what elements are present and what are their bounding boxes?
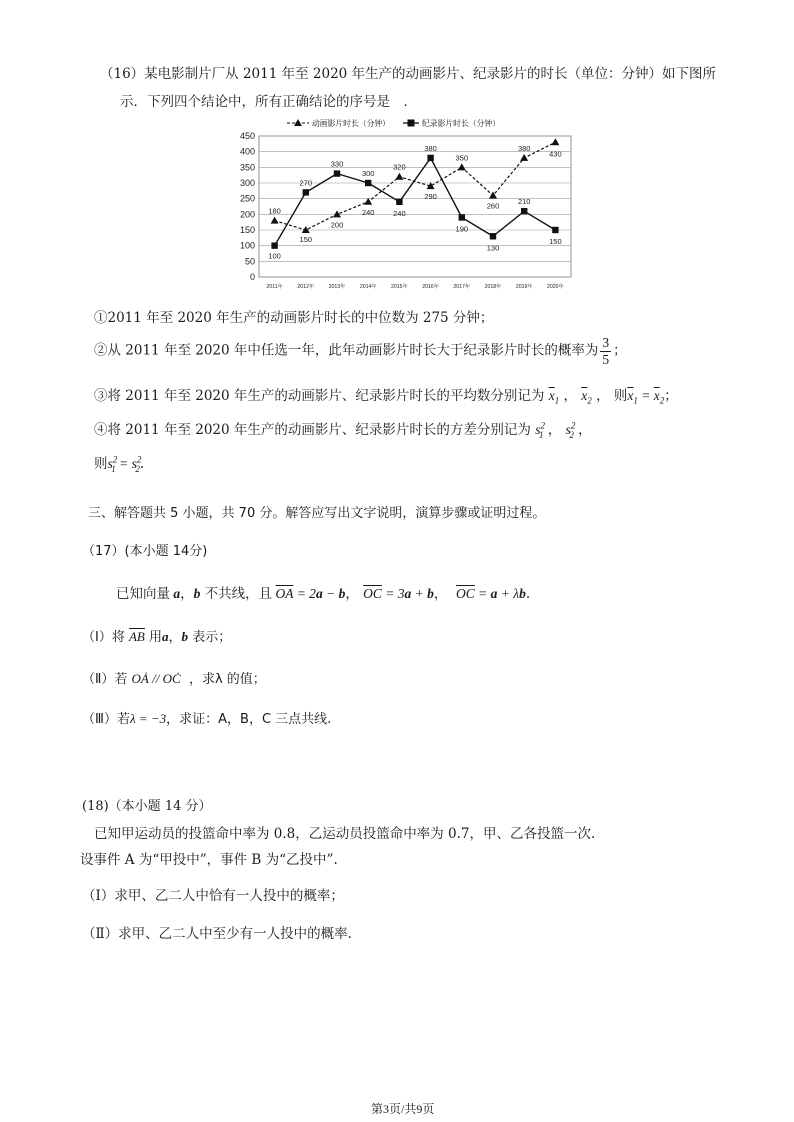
square-marker bbox=[396, 199, 402, 205]
y-tick-label: 100 bbox=[239, 240, 255, 251]
q17-part2-text: （Ⅱ）若 bbox=[82, 672, 128, 687]
statement-3-then: 则 bbox=[613, 388, 628, 404]
statement-4-conclusion: 则$s^2_1 = s^2_2$. bbox=[94, 454, 145, 474]
triangle-marker bbox=[551, 138, 559, 145]
chart-series bbox=[268, 138, 561, 260]
triangle-marker bbox=[271, 217, 279, 224]
x-tick-label: 2014年 bbox=[359, 284, 377, 290]
vector-oa: $\overline{OA} = 2a - b$ bbox=[275, 586, 346, 601]
data-label-documentary: 240 bbox=[393, 208, 406, 218]
y-tick-label: 350 bbox=[239, 162, 255, 173]
data-label-documentary: 130 bbox=[486, 243, 500, 253]
q18-part2: （Ⅱ）求甲、乙二人中至少有一人投中的概率. bbox=[82, 926, 352, 942]
data-label-animation: 290 bbox=[424, 192, 437, 202]
legend-label-animation: 动画影片时长（分钟） bbox=[312, 119, 390, 128]
data-label-animation: 240 bbox=[361, 207, 375, 217]
x-tick-label: 2018年 bbox=[484, 284, 502, 290]
square-marker bbox=[303, 189, 309, 195]
q17-intro-text: 已知向量 bbox=[116, 586, 170, 602]
data-label-animation: 200 bbox=[330, 220, 344, 230]
legend-square-marker bbox=[408, 120, 415, 127]
variance-s1: $s^2_1$ bbox=[535, 420, 545, 440]
q17-part1-mid: 用 bbox=[149, 630, 163, 645]
x-tick-label: 2017年 bbox=[453, 284, 471, 290]
statement-4-then: 则 bbox=[94, 456, 108, 472]
triangle-marker bbox=[458, 163, 466, 170]
x-tick-label: 2012年 bbox=[297, 284, 315, 290]
data-label-animation: 150 bbox=[299, 235, 313, 244]
y-tick-label: 450 bbox=[239, 131, 255, 141]
vector-a-b: a bbox=[170, 586, 181, 601]
q17-heading: （17）(本小题 14分) bbox=[82, 544, 208, 559]
y-tick-label: 300 bbox=[239, 178, 255, 188]
q18-line2: 设事件 A 为“甲投中”，事件 B 为“乙投中”. bbox=[80, 852, 338, 868]
y-tick-label: 150 bbox=[239, 225, 255, 235]
q16-line1: （16）某电影制片厂从 2011 年至 2020 年生产的动画影片、纪录影片的时长（单位：分钟）如下图所 bbox=[100, 66, 717, 82]
statement-2-end: ； bbox=[613, 342, 627, 359]
statement-4-text: ④将 2011 年至 2020 年生产的动画影片、纪录影片时长的方差分别记为 bbox=[94, 422, 531, 438]
parallel-condition: OȦ // OĊ bbox=[131, 671, 181, 686]
square-marker bbox=[427, 155, 433, 161]
statement-4: ④将 2011 年至 2020 年生产的动画影片、纪录影片时长的方差分别记为 $s^2_1$ ， $s^2_2$ ， bbox=[94, 420, 592, 440]
square-marker bbox=[365, 180, 371, 186]
x-tick-label: 2020年 bbox=[547, 284, 564, 290]
y-axis bbox=[240, 131, 255, 282]
y-tick-label: 250 bbox=[239, 193, 255, 204]
data-label-animation: 320 bbox=[393, 162, 406, 172]
square-marker bbox=[334, 170, 340, 176]
x-tick-label: 2016年 bbox=[422, 284, 439, 290]
series-line-documentary bbox=[275, 158, 556, 246]
data-label-documentary: 150 bbox=[549, 237, 562, 246]
data-label-animation: 350 bbox=[455, 153, 469, 163]
q18-heading: (18)（本小题 14 分） bbox=[82, 799, 212, 814]
square-marker bbox=[521, 208, 527, 214]
x-axis bbox=[266, 282, 563, 290]
square-marker bbox=[490, 233, 496, 239]
y-tick-label: 50 bbox=[244, 256, 255, 267]
q17-part3-text: （Ⅲ）若 bbox=[82, 712, 130, 727]
x-tick-label: 2019年 bbox=[515, 284, 533, 290]
q17-part2-end: ，求λ 的值； bbox=[188, 672, 266, 687]
chart-legend bbox=[287, 118, 500, 128]
data-label-documentary: 380 bbox=[424, 143, 437, 153]
x-tick-label: 2013年 bbox=[328, 284, 346, 290]
fraction-three-fifths bbox=[600, 336, 611, 366]
q17-part3 bbox=[82, 708, 331, 727]
data-label-documentary: 190 bbox=[455, 224, 469, 234]
fraction-denominator: 5 bbox=[602, 351, 610, 367]
statement-3: ③将 2011 年至 2020 年生产的动画影片、纪录影片时长的平均数分别记为 $\overline{x}_1$ ， $\overline{x}_2$ ， 则$\overline{x}_1 = \overline{x}_2$； bbox=[94, 388, 678, 406]
data-label-animation: 180 bbox=[268, 206, 281, 216]
y-tick-label: 400 bbox=[239, 146, 255, 157]
x-tick-label: 2015年 bbox=[391, 284, 408, 290]
q17-part3-end: ，求证：A，B，C 三点共线. bbox=[166, 712, 332, 727]
legend-triangle-marker bbox=[294, 119, 302, 126]
mean-equation: $\overline{x}_1 = \overline{x}_2$ bbox=[627, 388, 665, 406]
vector-oc-2: $\overline{OC} = a + \lambda b$ bbox=[455, 586, 526, 601]
vector-oc-1: $\overline{OC} = 3a + b$ bbox=[363, 586, 434, 601]
q17-intro: 已知向量 a，b 不共线，且 $\overline{OA} = 2a - b$， $\overline{OC} = 3a + b$， $\overline{OC} = a + \lambda b$. bbox=[116, 586, 531, 602]
square-marker bbox=[552, 227, 558, 233]
q17-part1: （Ⅰ）将 $\overline{AB}$ 用a，b 表示； bbox=[82, 629, 232, 645]
q18-line1: 已知甲运动员的投篮命中率为 0.8，乙运动员投篮命中率为 0.7，甲、乙各投篮一次. bbox=[94, 826, 596, 842]
section-3-heading: 三、解答题共 5 小题，共 70 分。解答应写出文字说明，演算步骤或证明过程。 bbox=[88, 506, 546, 521]
statement-2-text: ②从 2011 年至 2020 年中任选一年，此年动画影片时长大于纪录影片时长的概率为 bbox=[94, 342, 599, 359]
data-label-animation: 430 bbox=[549, 149, 562, 159]
vector-ab: $\overline{AB}$ bbox=[128, 629, 145, 644]
lambda-value: λ = −3 bbox=[129, 711, 167, 726]
data-label-animation: 260 bbox=[486, 201, 500, 211]
variance-s2: $s^2_2$ bbox=[565, 420, 576, 440]
square-marker bbox=[271, 242, 277, 248]
q16-line2: 示．下列四个结论中，所有正确结论的序号是 ． bbox=[120, 94, 417, 110]
statement-3-text: ③将 2011 年至 2020 年生产的动画影片、纪录影片时长的平均数分别记为 bbox=[94, 388, 545, 404]
data-label-animation: 380 bbox=[517, 143, 531, 153]
data-label-documentary: 300 bbox=[361, 169, 375, 178]
q17-intro-mid: 不共线，且 bbox=[204, 586, 273, 602]
data-label-documentary: 270 bbox=[299, 178, 313, 188]
q17-part1-text: （Ⅰ）将 bbox=[82, 630, 125, 645]
mean-x2: $\overline{x}_2$ bbox=[581, 388, 592, 406]
q17-part1-end: 表示； bbox=[192, 630, 232, 645]
data-label-documentary: 100 bbox=[268, 251, 281, 261]
legend-label-documentary: 纪录影片时长（分钟） bbox=[422, 119, 500, 128]
square-marker bbox=[459, 214, 465, 220]
q17-part2 bbox=[82, 668, 266, 687]
statement-2 bbox=[94, 336, 627, 366]
data-label-documentary: 330 bbox=[330, 159, 344, 169]
line-chart bbox=[235, 112, 575, 294]
mean-x1: $\overline{x}_1$ bbox=[548, 388, 560, 406]
variance-equation: $s^2_1 = s^2_2$ bbox=[107, 454, 142, 474]
y-tick-label: 0 bbox=[249, 272, 255, 282]
statement-1: ①2011 年至 2020 年生产的动画影片时长的中位数为 275 分钟； bbox=[94, 310, 494, 326]
data-label-documentary: 210 bbox=[517, 197, 531, 207]
triangle-marker bbox=[302, 226, 310, 233]
page-number: 第3页/共9页 bbox=[371, 1102, 435, 1116]
q18-part1: （Ⅰ）求甲、乙二人中恰有一人投中的概率； bbox=[82, 888, 344, 904]
y-tick-label: 200 bbox=[239, 209, 255, 220]
triangle-marker bbox=[520, 154, 528, 161]
x-tick-label: 2011年 bbox=[266, 284, 283, 290]
fraction-numerator: 3 bbox=[602, 335, 610, 350]
triangle-marker bbox=[395, 173, 403, 180]
